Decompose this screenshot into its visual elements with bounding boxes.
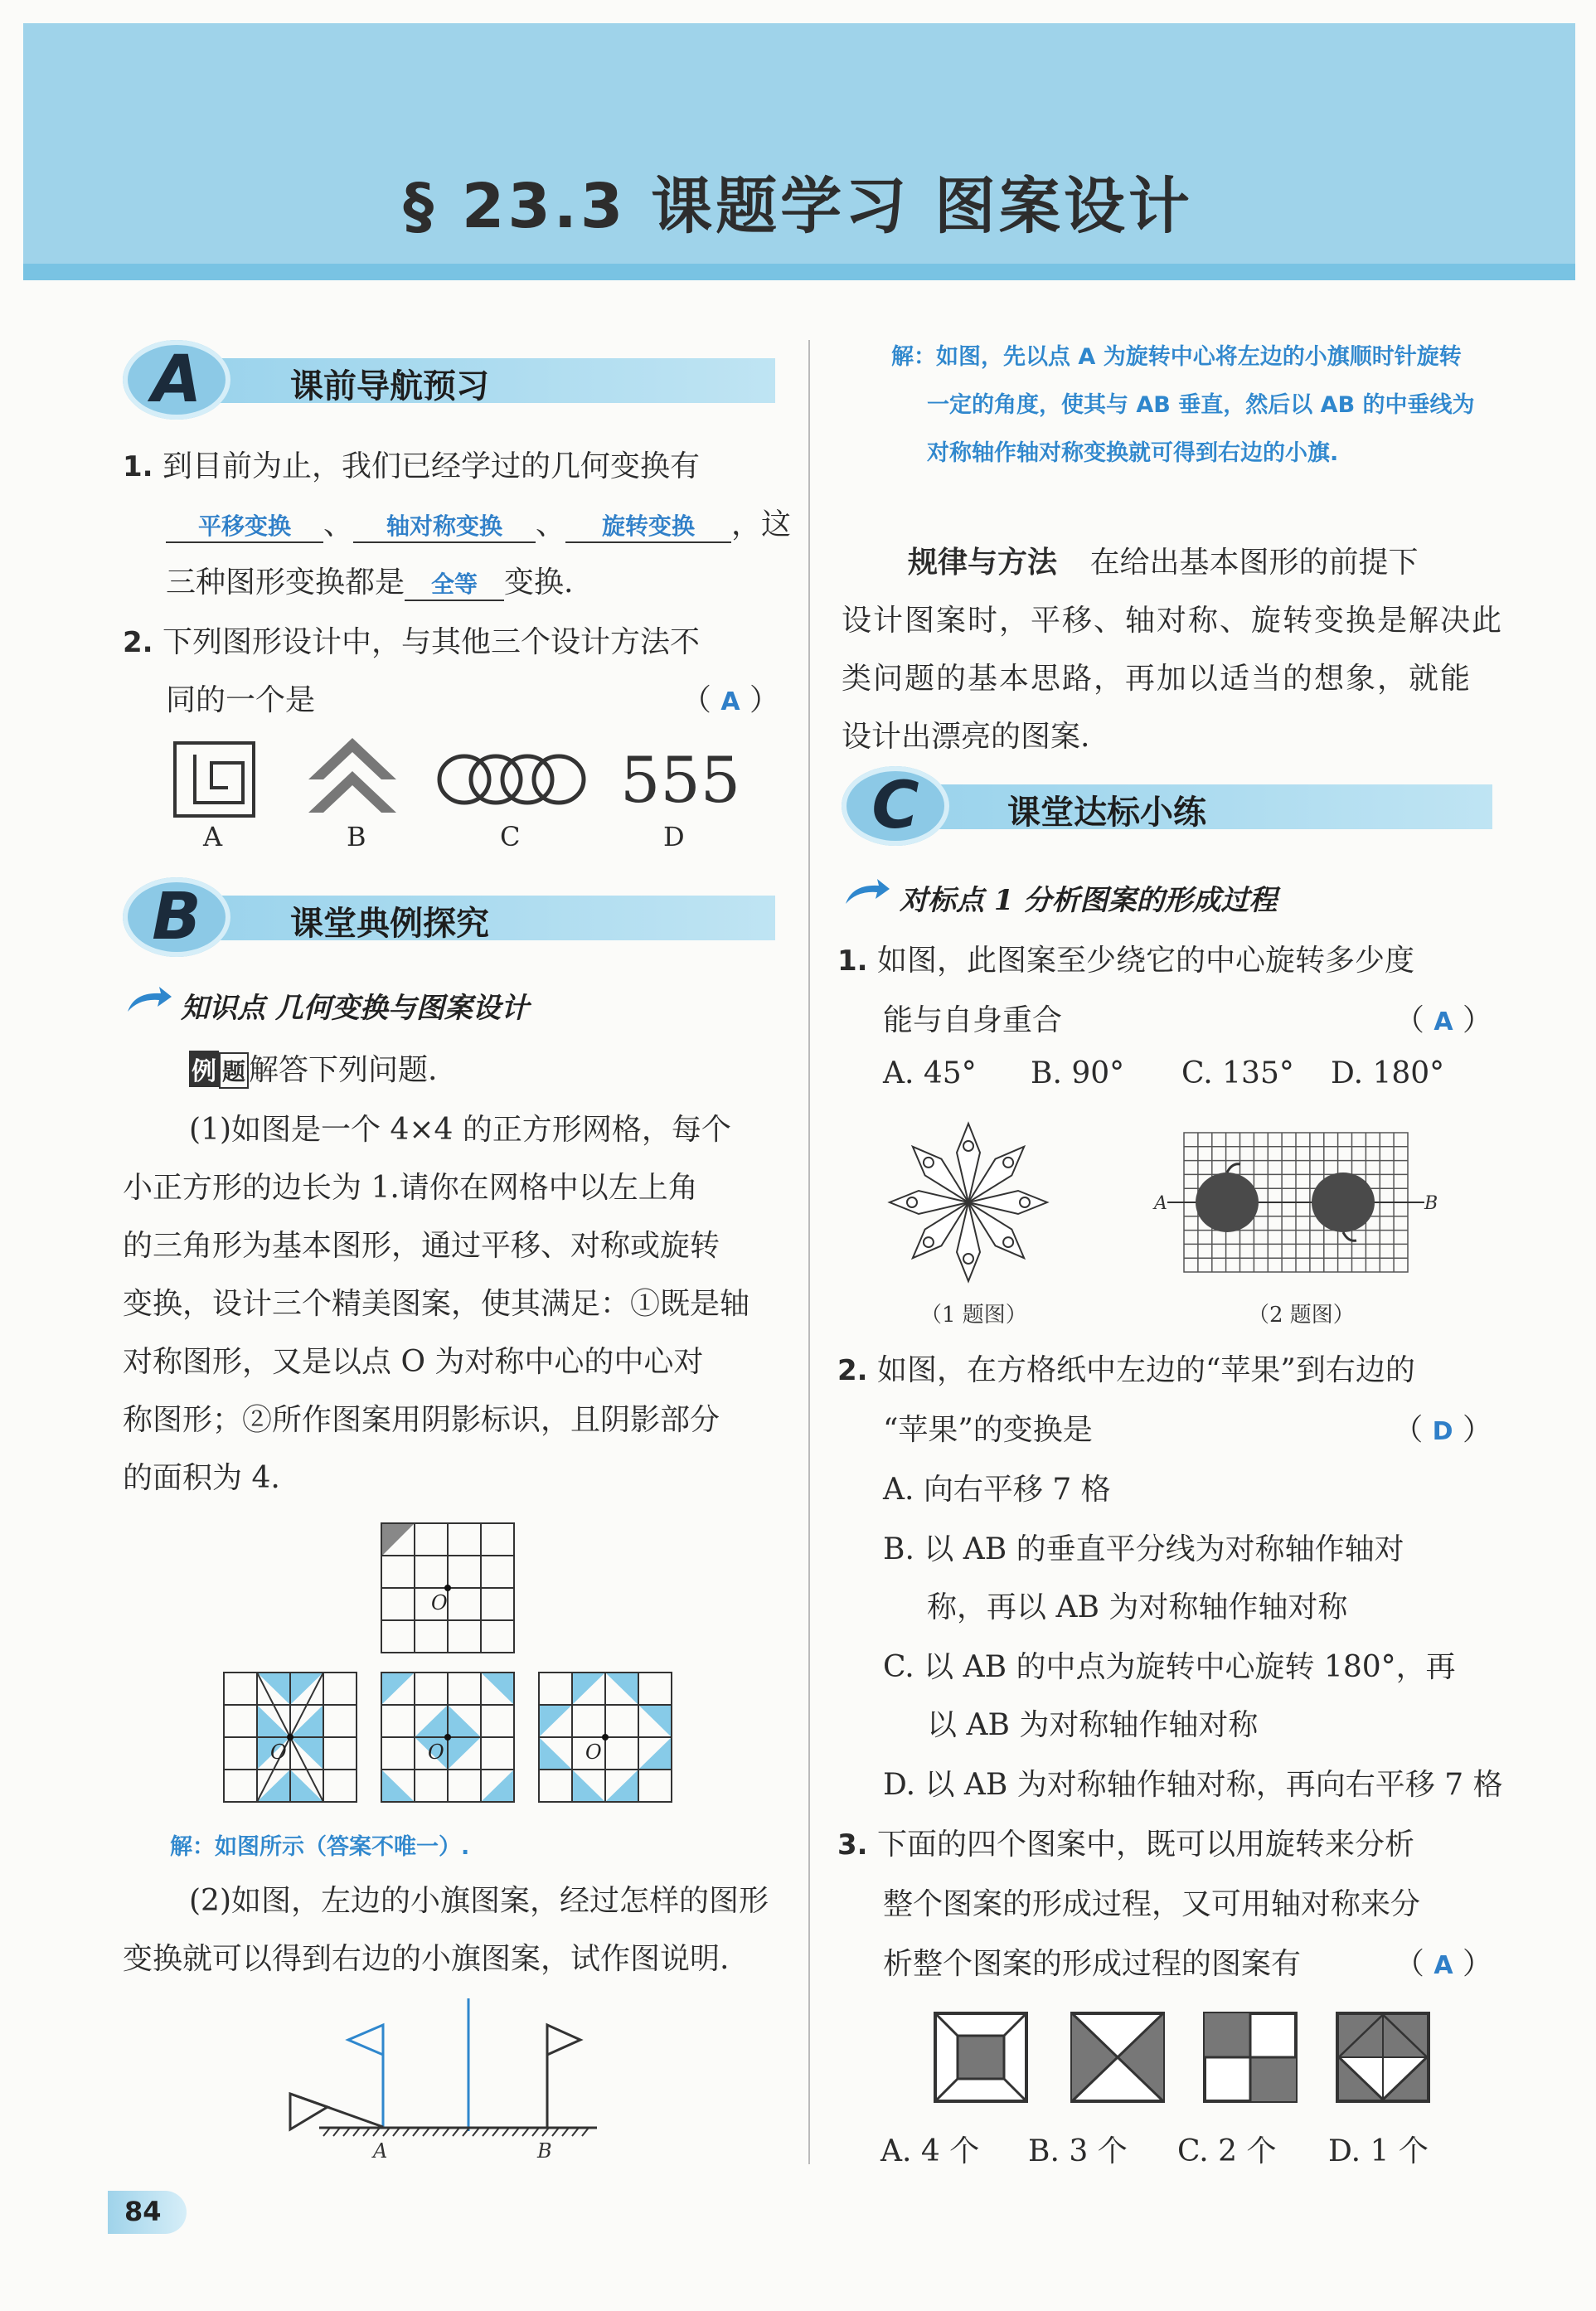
part1-line: (1)如图是一个 4×4 的正方形网格，每个	[189, 1113, 731, 1147]
flag-figure	[290, 1998, 605, 2164]
q-c2-option: C. 以 AB 的中点为旋转中心旋转 180°，再	[883, 1650, 1456, 1684]
solution-grid-2	[380, 1671, 517, 1805]
answer-choice: A	[1433, 1007, 1453, 1037]
q-a2-number: 2.	[123, 626, 153, 659]
solution-grid-1	[222, 1671, 360, 1805]
pattern-d	[1335, 2011, 1434, 2106]
point-o-label: O	[270, 1741, 287, 1764]
part1-line: 的面积为 4.	[123, 1461, 280, 1495]
arrow-icon	[844, 877, 890, 905]
q-c1-option: C. 135°	[1181, 1056, 1294, 1090]
pattern-b	[1070, 2011, 1169, 2106]
target-point: 对标点 1 分析图案的形成过程	[900, 884, 1278, 917]
section-a-badge: A	[123, 340, 230, 420]
answer-choice: D	[1432, 1417, 1453, 1446]
answer-bracket: （ A ）	[1394, 1003, 1492, 1037]
solution-note-1: 解：如图所示（答案不唯一）.	[170, 1834, 470, 1860]
q-c1-text2: 能与自身重合	[883, 1003, 1063, 1037]
solution-note-2: 对称轴作轴对称变换就可得到右边的小旗.	[927, 440, 1339, 466]
example-tag: 题	[219, 1052, 249, 1089]
q-a1-line3	[166, 559, 573, 601]
solution-grid-3	[537, 1671, 675, 1805]
q-c2-line1	[837, 1347, 1415, 1389]
part1-line: 变换，设计三个精美图案，使其满足：①既是轴	[123, 1287, 750, 1321]
figure-option-d: 555	[620, 743, 741, 817]
q-c2-option: B. 以 AB 的垂直平分线为对称轴作轴对	[883, 1532, 1404, 1566]
answer-blank-1: 平移变换	[166, 508, 323, 543]
option-label-b: B	[347, 821, 366, 852]
q-a1-line2	[166, 501, 791, 543]
section-c-title: 课堂达标小练	[1007, 794, 1206, 832]
q-c3-line2: 整个图案的形成过程，又可用轴对称来分	[883, 1887, 1421, 1921]
q-c2-line2	[883, 1406, 1492, 1449]
answer-blank-3: 旋转变换	[565, 508, 731, 543]
pattern-c	[1202, 2011, 1302, 2106]
flag-label-a: A	[373, 2139, 388, 2163]
q-c1-option: A. 45°	[883, 1056, 977, 1090]
q-a2-line2	[166, 677, 779, 719]
q-c2-option: A. 向右平移 7 格	[883, 1473, 1111, 1507]
q-c2-text2: “苹果”的变换是	[883, 1413, 1093, 1447]
q-a1-text2: ，这	[731, 507, 792, 541]
part1-line: 的三角形为基本图形，通过平移、对称或旋转	[123, 1229, 720, 1263]
part1-line: 称图形；②所作图案用阴影标识，且阴影部分	[123, 1403, 720, 1437]
q-c1-line1	[837, 937, 1414, 979]
q-c3-line1	[837, 1821, 1414, 1863]
q-c2-text1: 如图，在方格纸中左边的“苹果”到右边的	[877, 1353, 1415, 1387]
q-c3-option: D. 1 个	[1328, 2134, 1429, 2168]
answer-blank-4: 全等	[405, 566, 504, 601]
answer-choice: A	[720, 687, 740, 716]
q-c1-line2	[883, 997, 1492, 1039]
option-label-a: A	[203, 821, 223, 852]
page-title: § 23.3 课题学习 图案设计	[403, 171, 1193, 242]
method-line1	[908, 539, 1418, 581]
base-grid	[380, 1522, 517, 1656]
solution-note-2: 一定的角度，使其与 AB 垂直，然后以 AB 的中垂线为	[927, 392, 1475, 418]
q-a2-text1: 下列图形设计中，与其他三个设计方法不	[163, 625, 701, 659]
separator: 、	[536, 507, 566, 541]
q-c1-text1: 如图，此图案至少绕它的中心旋转多少度	[877, 944, 1415, 978]
q-c1-number: 1.	[837, 944, 868, 978]
q-a2-line1	[123, 619, 700, 661]
figure-caption-1: （1 题图）	[920, 1303, 1027, 1328]
option-label-c: C	[500, 821, 521, 852]
method-text: 类问题的基本思路，再加以适当的想象，就能	[842, 662, 1472, 696]
q-a1-text3: 三种图形变换都是	[166, 566, 405, 600]
q-c2-option: 称，再以 AB 为对称轴作轴对称	[927, 1590, 1348, 1624]
point-o-label: O	[431, 1591, 448, 1614]
example-tag: 例	[189, 1051, 219, 1087]
pattern-a	[933, 2011, 1032, 2106]
knowledge-point: 知识点 几何变换与图案设计	[181, 992, 529, 1025]
q-a2-text2: 同的一个是	[166, 683, 316, 717]
q-c3-option: B. 3 个	[1028, 2134, 1128, 2168]
q-a1-text4: 变换.	[504, 566, 574, 600]
q-c3-line3	[883, 1940, 1492, 1983]
page-number: 84	[124, 2196, 162, 2227]
q-c3-option: A. 4 个	[880, 2134, 980, 2168]
q-a1-line1	[123, 443, 700, 485]
q-c2-number: 2.	[837, 1354, 868, 1387]
solution-note-2: 解：如图，先以点 A 为旋转中心将左边的小旗顺时针旋转	[891, 344, 1462, 370]
q-c3-text1: 下面的四个图案中，既可以用旋转来分析	[877, 1828, 1415, 1862]
example-line	[189, 1046, 437, 1089]
method-text: 设计图案时，平移、轴对称、旋转变换是解决此	[842, 604, 1504, 638]
option-label-d: D	[663, 821, 685, 852]
arrow-icon	[126, 985, 172, 1013]
q-c2-option: D. 以 AB 为对称轴作轴对称，再向右平移 7 格	[883, 1768, 1503, 1802]
apple-grid-figure	[1144, 1128, 1438, 1277]
column-divider	[808, 340, 810, 2164]
figure-caption-2: （2 题图）	[1248, 1303, 1355, 1328]
apple-label-a: A	[1154, 1193, 1167, 1214]
section-c-badge: C	[842, 766, 949, 846]
section-a-title: 课前导航预习	[290, 367, 489, 405]
q-c3-option: C. 2 个	[1177, 2134, 1277, 2168]
method-title: 规律与方法	[908, 546, 1058, 580]
part1-line: 对称图形，又是以点 O 为对称中心的中心对	[123, 1345, 704, 1379]
q-c2-option: 以 AB 为对称轴作轴对称	[927, 1708, 1259, 1742]
q-a1-text1: 到目前为止，我们已经学过的几何变换有	[163, 449, 701, 483]
q-c3-number: 3.	[837, 1828, 868, 1862]
answer-bracket: （ D ）	[1393, 1413, 1492, 1447]
point-o-label: O	[428, 1741, 444, 1764]
apple-label-b: B	[1424, 1193, 1438, 1214]
part1-line: 小正方形的边长为 1.请你在网格中以左上角	[123, 1171, 698, 1205]
q-c1-option: B. 90°	[1031, 1056, 1125, 1090]
answer-blank-2: 轴对称变换	[353, 508, 536, 543]
star-pattern-figure	[885, 1119, 1051, 1285]
method-text: 在给出基本图形的前提下	[1089, 546, 1419, 580]
section-b-title: 课堂典例探究	[290, 905, 489, 943]
section-b-badge: B	[123, 877, 230, 957]
separator: 、	[323, 507, 354, 541]
example-intro: 解答下列问题.	[249, 1053, 438, 1087]
q-c3-text3: 析整个图案的形成过程的图案有	[883, 1947, 1302, 1981]
figure-option-c	[435, 746, 585, 813]
figure-option-b	[307, 734, 398, 825]
q-c1-option: D. 180°	[1331, 1056, 1445, 1090]
flag-label-b: B	[537, 2139, 552, 2163]
part2-line: 变换就可以得到右边的小旗图案，试作图说明.	[123, 1942, 730, 1976]
answer-choice: A	[1433, 1951, 1453, 1980]
part2-line: (2)如图，左边的小旗图案，经过怎样的图形	[189, 1884, 769, 1918]
answer-bracket: （ A ）	[681, 683, 779, 717]
header-strip	[23, 264, 1575, 280]
method-text: 设计出漂亮的图案.	[842, 720, 1090, 754]
answer-bracket: （ A ）	[1394, 1947, 1492, 1981]
figure-option-a	[170, 738, 261, 821]
q-a1-number: 1.	[123, 450, 153, 483]
point-o-label: O	[585, 1741, 602, 1764]
